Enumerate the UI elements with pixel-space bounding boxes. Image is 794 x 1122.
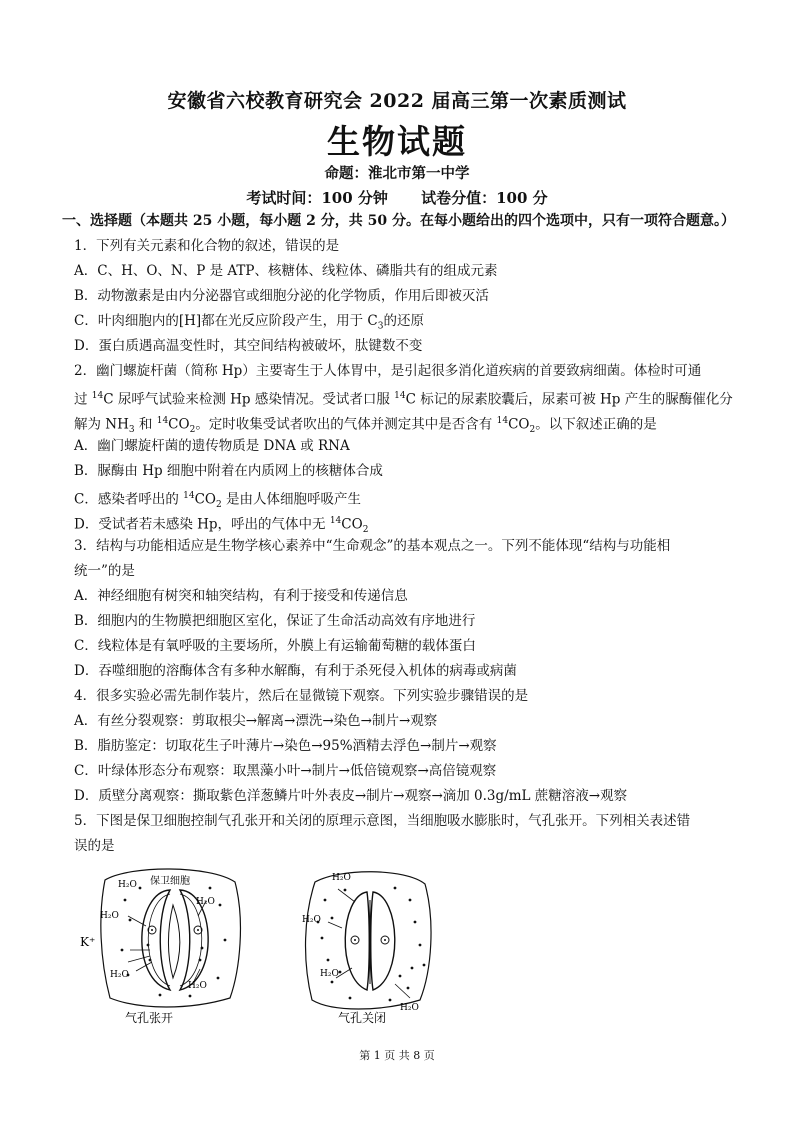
h2o-label: H₂O — [400, 1003, 419, 1013]
h2o-label: H₂O — [196, 897, 215, 907]
author-line: 命题：淮北市第一中学 — [324, 166, 470, 182]
q2-option-a: A．幽门螺旋杆菌的遗传物质是 DNA 或 RNA — [74, 438, 350, 454]
q5-stem-line1: 5．下图是保卫细胞控制气孔张开和关闭的原理示意图，当细胞吸水膨胀时，气孔张开。下列相关表述错 — [74, 813, 691, 829]
q2-option-d: D．受试者若未感染 Hp，呼出的气体中无 $^{14}CO_2$ — [74, 516, 369, 536]
h2o-label: H₂O — [110, 970, 129, 980]
section-heading: 一、选择题（本题共 25 小题，每小题 2 分，共 50 分。在每小题给出的四个选项中，只有一项符合题意。） — [62, 213, 735, 229]
q1-option-b: B．动物激素是由内分泌器官或细胞分泌的化学物质，作用后即被灭活 — [74, 288, 489, 304]
stomata-open-figure — [80, 869, 240, 1025]
exam-title: 安徽省六校教育研究会 2022 届高三第一次素质测试 — [167, 90, 627, 112]
potassium-label: K⁺ — [80, 935, 96, 949]
q4-stem: 4．很多实验必需先制作装片，然后在显微镜下观察。下列实验步骤错误的是 — [74, 688, 529, 704]
q5-stem-line2: 误的是 — [74, 838, 115, 854]
q1-option-a: A．C、H、O、N、P 是 ATP、核糖体、线粒体、磷脂共有的组成元素 — [74, 263, 498, 279]
q4-option-d: D．质壁分离观察：撕取紫色洋葱鳞片叶外表皮→制片→观察→滴加 0.3g/mL 蔗糖溶液→观察 — [74, 788, 628, 804]
q3-stem-line2: 统一”的是 — [74, 563, 135, 579]
h2o-label: H₂O — [100, 911, 119, 921]
h2o-label: H₂O — [332, 873, 351, 883]
q1-option-d: D．蛋白质遇高温变性时，其空间结构被破坏，肽键数不变 — [74, 338, 423, 354]
q2-stem-line1: 2．幽门螺旋杆菌（简称 Hp）主要寄生于人体胃中，是引起很多消化道疾病的首要致病细菌。体检时可通 — [74, 363, 702, 379]
q1-option-c: C．叶肉细胞内的[H]都在光反应阶段产生，用于 $C_3$的还原 — [74, 313, 424, 332]
h2o-label: H₂O — [118, 880, 137, 890]
q2-stem-line3: 解为 $NH_3$ 和 $^{14}CO_2$。定时收集受试者吹出的气体并测定其中是否含有 $^{14}CO_2$。以下叙述正确的是 — [74, 416, 657, 436]
h2o-label: H₂O — [320, 969, 339, 979]
q4-option-b: B．脂肪鉴定：切取花生子叶薄片→染色→95%酒精去浮色→制片→观察 — [74, 738, 497, 754]
guard-cell-label: 保卫细胞 — [150, 876, 190, 887]
q3-option-b: B．细胞内的生物膜把细胞区室化，保证了生命活动高效有序地进行 — [74, 613, 476, 629]
q2-option-c: C．感染者呼出的 $^{14}CO_2$ 是由人体细胞呼吸产生 — [74, 491, 362, 511]
q3-option-c: C．线粒体是有氧呼吸的主要场所，外膜上有运输葡萄糖的载体蛋白 — [74, 638, 476, 654]
q2-stem-line2: 过 $^{14}$C 尿呼气试验来检测 Hp 感染情况。受试者口服 $^{14}$C 标记的尿素胶囊后，尿素可被 Hp 产生的脲酶催化分 — [74, 391, 733, 408]
h2o-label: H₂O — [302, 915, 321, 925]
stomata-closed-figure — [302, 872, 431, 1025]
h2o-label: H₂O — [188, 981, 207, 991]
exam-time: 考试时间：100 分钟 — [246, 189, 388, 207]
q2-option-b: B．脲酶由 Hp 细胞中附着在内质网上的核糖体合成 — [74, 463, 383, 479]
open-stoma-caption: 气孔张开 — [125, 1011, 174, 1025]
q3-option-d: D．吞噬细胞的溶酶体含有多种水解酶，有利于杀死侵入机体的病毒或病菌 — [74, 663, 517, 679]
q4-option-c: C．叶绿体形态分布观察：取黑藻小叶→制片→低倍镜观察→高倍镜观察 — [74, 763, 497, 779]
q4-option-a: A．有丝分裂观察：剪取根尖→解离→漂洗→染色→制片→观察 — [74, 713, 438, 729]
page-footer: 第 1 页 共 8 页 — [359, 1049, 435, 1062]
q3-stem-line1: 3．结构与功能相适应是生物学核心素养中“生命观念”的基本观点之一。下列不能体现“结构与功能相 — [74, 538, 671, 554]
q3-option-a: A．神经细胞有树突和轴突结构，有利于接受和传递信息 — [74, 588, 408, 604]
guard-cell-right-closed — [371, 892, 395, 990]
exam-info — [0, 187, 794, 208]
exam-score: 试卷分值：100 分 — [421, 189, 548, 207]
subject-title: 生物试题 — [327, 122, 467, 161]
stomata-diagram — [70, 860, 490, 1030]
q1-stem: 1．下列有关元素和化合物的叙述，错误的是 — [74, 238, 340, 254]
stoma-pore-open — [169, 905, 180, 978]
closed-stoma-caption: 气孔关闭 — [338, 1011, 387, 1025]
guard-cell-left-closed — [345, 892, 369, 990]
